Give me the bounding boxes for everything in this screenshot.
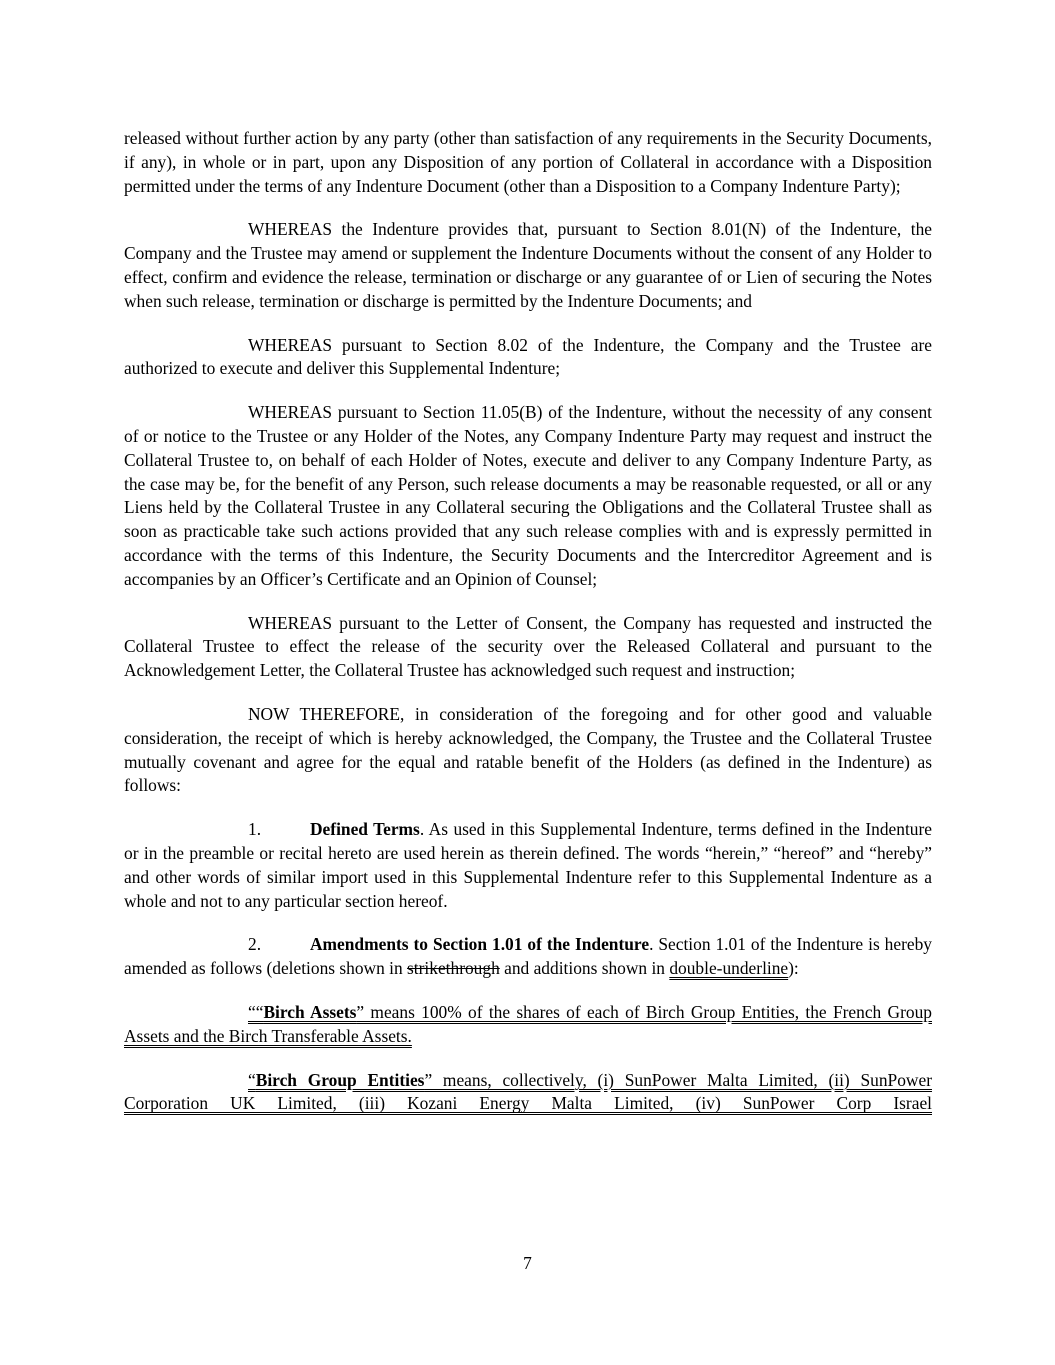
section-2-body-between: and additions shown in [499,958,670,979]
definition-birch-group-entities-term: Birch Group Entities [255,1069,425,1090]
section-1-body: . As used in this Supplemental Indenture, terms defined in the Indenture or in the preamble or recital hereto are used herein as therein defined. The words “herein,” “hereof” and “hereby” and other words of similar import used in this Supplemental Indenture refer to this Supplemental Indenture as a whole and not to any particular section hereof. [124,819,932,911]
section-2-amendments [124,933,932,981]
page-number: 7 [523,1253,532,1273]
paragraph-whereas-letter-of-consent: WHEREAS pursuant to the Letter of Consent, the Company has requested and instructed the Collateral Trustee to effect the release of the security over the Released Collateral and pursuant to the Acknowledgement Letter, the Collateral Trustee has acknowledged such request and instruction; [124,612,932,681]
strikethrough-sample-word: strikethrough [407,958,500,979]
paragraph-whereas-section-801: WHEREAS the Indenture provides that, pursuant to Section 8.01(N) of the Indenture, the Company and the Trustee may amend or supplement the Indenture Documents without the consent of any Holder to effect, confirm and evidence the release, termination or discharge or any guarantee of or Lien of securing the Notes when such release, termination or discharge is permitted by the Indenture Documents; and [124,219,932,311]
section-2-body-before-strike: . Section 1.01 of the Indenture is hereby amended as follows (deletions shown in [124,934,932,979]
section-2-body-after: ): [788,958,799,979]
section-1-number: 1. [248,819,262,840]
paragraph-continuation: released without further action by any party (other than satisfaction of any requirements in the Security Documents, if any), in whole or in part, upon any Disposition of any portion of Collateral in accordance with a Disposition permitted under the terms of any Indenture Document (other than a Disposition to a Company Indenture Party); [124,128,932,196]
double-underline-sample-word: double-underline [669,958,789,979]
paragraph-whereas-section-1105: WHEREAS pursuant to Section 11.05(B) of the Indenture, without the necessity of any consent of or notice to the Trustee or any Holder of the Notes, any Company Indenture Party may request and instruct the Collateral Trustee to, on behalf of each Holder of Notes, execute and deliver to any Company Indenture Party, as the case may be, for the benefit of any Person, such release documents a may be reasonable requested, or all or any Liens held by the Collateral Trustee in any Collateral securing the Obligations and the Collateral Trustee shall as soon as practicable take such actions provided that any such release complies with and is expressly permitted in accordance with the terms of this Indenture, the Security Documents and the Intercreditor Agreement and is accompanies by an Officer’s Certificate and an Opinion of Counsel; [124,402,932,589]
definition-birch-assets-lead-quotes: ““ [248,1001,264,1022]
definition-birch-group-entities-lead-quotes: “ [248,1069,256,1090]
section-1-title: Defined Terms [310,819,420,840]
definition-birch-assets-term: Birch Assets [263,1001,357,1022]
paragraph-now-therefore: NOW THEREFORE, in consideration of the foregoing and for other good and valuable consideration, the receipt of which is hereby acknowledged, the Company, the Trustee and the Collateral Trustee mutually covenant and agree for the equal and ratable benefit of the Holders (as defined in the Indenture) as follows: [124,703,932,796]
definition-birch-group-entities-body: ” means, collectively, (i) SunPower Malta Limited, (ii) SunPower Corporation UK Limited, (iii) Kozani Energy Malta Limited, (iv) SunPower Corp Israel [124,1069,932,1114]
paragraph-whereas-section-802: WHEREAS pursuant to Section 8.02 of the Indenture, the Company and the Trustee are authorized to execute and deliver this Supplemental Indenture; [124,334,932,379]
section-2-title: Amendments to Section 1.01 of the Indenture [310,934,650,955]
section-1-defined-terms [124,818,932,913]
definition-birch-assets-body: ” means 100% of the shares of each of Birch Group Entities, the French Group Assets and the Birch Transferable Assets. [124,1001,932,1046]
document-body [124,127,932,1136]
section-2-number: 2. [248,934,262,955]
definition-birch-assets [124,1001,932,1049]
definition-birch-group-entities [124,1069,932,1117]
